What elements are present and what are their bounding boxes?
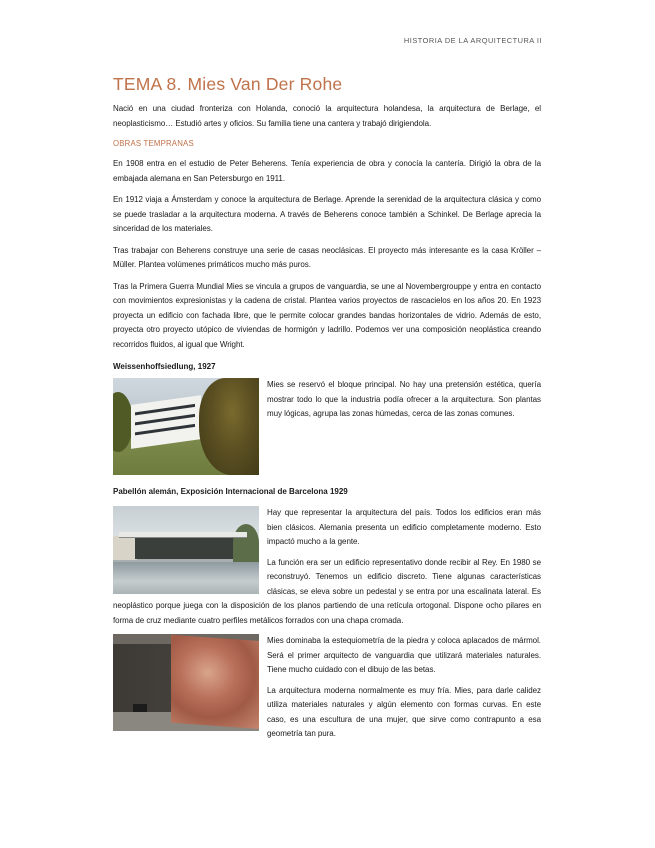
weissenhof-photo xyxy=(113,378,259,475)
paragraph: En 1908 entra en el estudio de Peter Beherens. Tenía experiencia de obra y conocía la cantería. Dirigió la obra de la embajada alemana en San Petersburgo en 1911. xyxy=(113,159,541,183)
paragraph: Tras trabajar con Beherens construye una serie de casas neoclásicas. El proyecto más interesante es la casa Kröller – Müller. Plantea volúmenes primáticos mucho más puros. xyxy=(113,245,541,269)
subheading-weissenhof: Weissenhoffsiedlung, 1927 xyxy=(113,362,216,371)
paragraph: Hay que representar la arquitectura del país. Todos los edificios eran más bien clásicos. Alemania presenta un edificio completamente moderno. Esto impactó mucho a la gente. xyxy=(267,508,541,546)
page-title xyxy=(113,72,541,96)
weissenhof-text: Mies se reservó el bloque principal. No hay una pretensión estética, quería mostrar todo lo que la industria podía ofrecer a la arquitectura. Son plantas muy lógicas, agrupa las zonas húmedas, cerca de las zonas comunes. xyxy=(267,380,541,418)
paragraph: La función era ser un edificio representativo donde recibir al Rey. En 1980 se reconstruyó. Tenemos un edificio discreto. Tiene algunas características clásicas, se eleva sobre un pedestal y se entra por una escalinata lateral. Es neoplástico porque juega con la disposición de los planos partiendo de una retícula ortogonal. Dispone ocho pilares en forma de cruz mediante cuatro perfiles metálicos forrados con una chapa cromada. xyxy=(113,557,541,625)
paragraph: Tras la Primera Guerra Mundial Mies se vincula a grupos de vanguardia, se une al Novembergrouppe y entra en contacto con movimientos expresionistas y la cadena de cristal. Plantea varios proyectos de rascacielos en los años 20. En 1923 proyecta un edificio con fachada libre, que le permite colocar grandes bandas horizontales de vidrio. Además de esto, proyecta otro proyecto utópico de viviendas de hormigón y ladrillo. Podemos ver una composición neoplástica creando recorridos fluidos, al igual que Wright. xyxy=(113,281,541,349)
onyx-wall-photo xyxy=(113,634,259,731)
running-header: HISTORIA DE LA ARQUITECTURA II xyxy=(403,36,542,45)
paragraph: En 1912 viaja a Ámsterdam y conoce la arquitectura de Berlage. Aprende la serenidad de la arquitectura clásica y como se puede trasladar a la arquitectura moderna. A través de Beherens conoce también a Schinkel. De Berlage aprecia la sinceridad de los materiales. xyxy=(113,195,541,233)
subheading-pavilion: Pabellón alemán, Exposición Internacional de Barcelona 1929 xyxy=(113,487,348,496)
intro-paragraph: Nació en una ciudad fronteriza con Holanda, conoció la arquitectura holandesa, la arquitectura de Berlage, el neoplasticismo… Estudió artes y oficios. Su familia tiene una cantera y trabajó dirigiendola. xyxy=(113,104,541,128)
paragraph: Mies dominaba la estequiometría de la piedra y coloca aplacados de mármol. Será el primer arquitecto de vanguardia que utilizará materiales naturales. Tiene mucho cuidado con el dibujo de las betas. xyxy=(267,636,541,674)
title-number: TEMA 8. xyxy=(113,74,182,94)
title-name: Mies Van Der Rohe xyxy=(187,74,343,94)
paragraph: La arquitectura moderna normalmente es muy fría. Mies, para darle calidez utiliza materiales naturales y algún elemento con formas curvas. En este caso, es una escultura de una mujer, que sirve como contrapunto a esa geometría tan pura. xyxy=(267,685,541,738)
page-content xyxy=(113,72,541,742)
section-heading-obras-tempranas: OBRAS TEMPRANAS xyxy=(113,139,194,148)
barcelona-pavilion-photo xyxy=(113,506,259,594)
